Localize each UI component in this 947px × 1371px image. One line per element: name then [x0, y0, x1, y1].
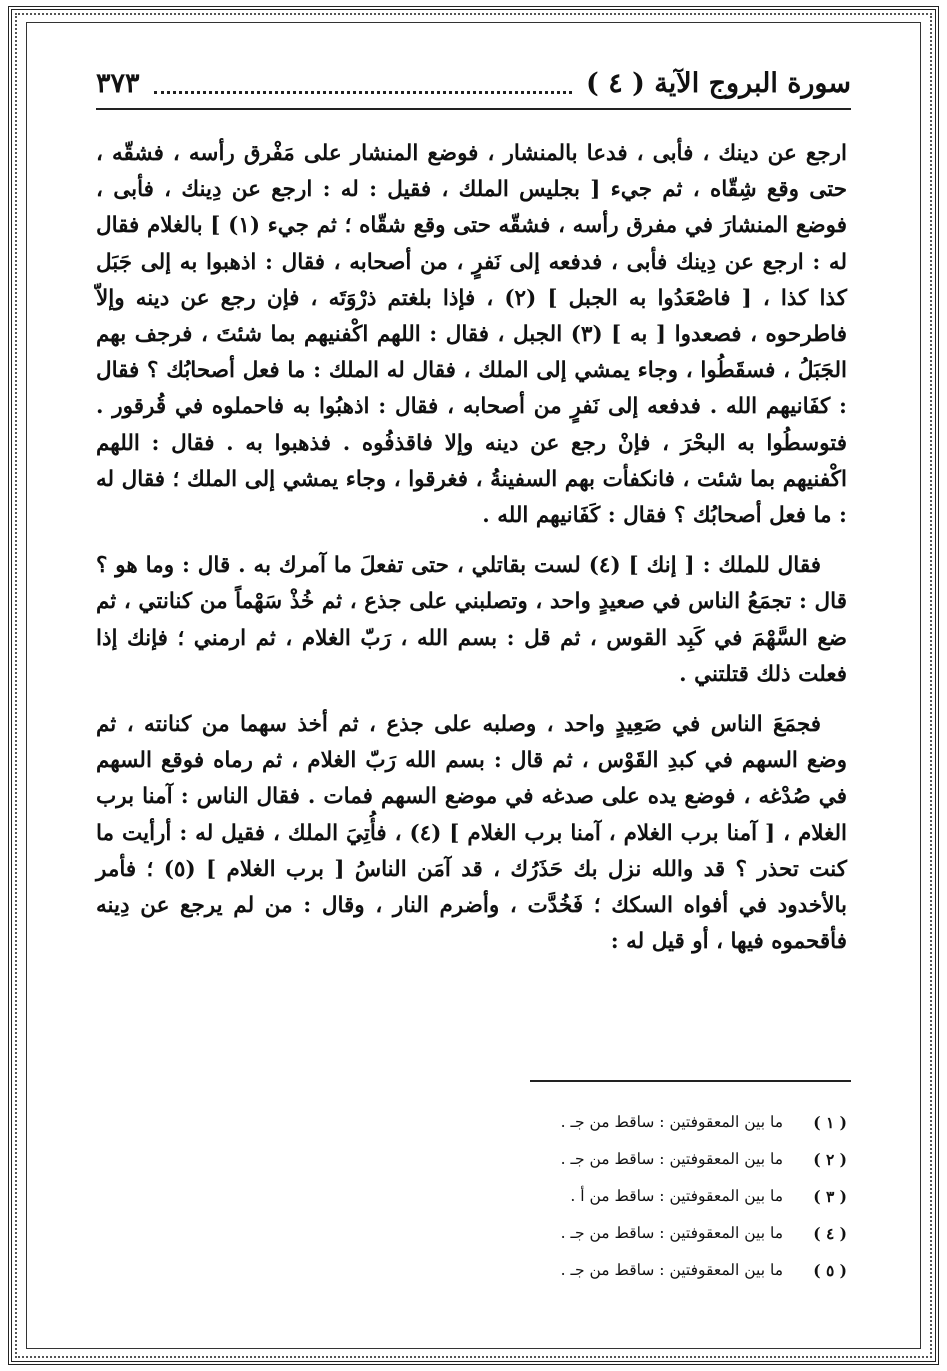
paragraph-1: ارجع عن دينك ، فأبى ، فدعا بالمنشار ، فوضع المنشار على مَفْرق رأسه ، فشقّه ، حتى وقع شِقّاه ، ثم جيء [ بجليس الملك ، فقيل : له : ارجع عن دِينك ، فأبى ، فوضع المنشارَ في مفرق رأسه ، فشقّه حتى وقع شقّاه ؛ ثم جيء (١) ] بالغلام فقال له : ارجع عن دِينك فأبى ، فدفعه إلى نَفرٍ ، من أصحابه ، فقال : اذهبوا به إلى جَبَل كذا كذا ، [ فاصْعَدُوا به الجبل ] (٢) ، فإذا بلغتم ذرْوَتَه ، فإن رجع عن دينه وإلاّ فاطرحوه ، فصعدوا [ به ] (٣) الجبل ، فقال : اللهم اكْفنيهم بما شئتَ ، فرجف بهم الجَبَلُ ، فسقَطُوا ، وجاء يمشي إلى الملك ، فقال له الملك : ما فعل أصحابُك ؟ فقال : كفَانيهم الله . فدفعه إلى نَفرٍ من أصحابه ، فقال : اذهبُوا به فاحملوه في قُرقور . فتوسطُوا به البحْرَ ، فإنْ رجع عن دينه وإلا فاقذفُوه . فذهبوا به . فقال : اللهم اكْفنيهم بما شئت ، فانكفأت بهم السفينةُ ، فغرقوا ، وجاء يمشي إلى الملك ؛ فقال له : ما فعل أصحابُك ؟ فقال : كَفَانيهم الله .	[96, 141, 848, 529]
footnote-item	[96, 1215, 847, 1252]
footnote-number: ( ٣ )	[813, 1187, 847, 1206]
footnotes	[96, 1104, 847, 1289]
header-rule	[96, 108, 851, 110]
footnote-separator	[530, 1080, 851, 1082]
footnote-number: ( ٥ )	[813, 1261, 847, 1280]
footnote-text: ما بين المعقوفتين : ساقط من أ .	[570, 1187, 783, 1205]
footnote-item	[96, 1252, 847, 1289]
footnote-text: ما بين المعقوفتين : ساقط من جـ .	[560, 1261, 783, 1279]
footnote-item	[96, 1178, 847, 1215]
main-text	[96, 136, 847, 974]
footnote-number: ( ٢ )	[813, 1150, 847, 1169]
footnote-number: ( ٤ )	[813, 1224, 847, 1243]
footnote-item	[96, 1141, 847, 1178]
footnote-number: ( ١ )	[813, 1113, 847, 1132]
running-header	[96, 62, 851, 104]
paragraph-3: فجمَعَ الناس في صَعِيدٍ واحد ، وصلبه على جذع ، ثم أخذ سهما من كنانته ، ثم وضع السهم في كبدِ القَوْس ، ثم قال : بسم الله رَبّ الغلام ، ثم رماه فوقع السهم في صُدْغه ، فوضع يده على صدغه في موضع السهم فمات . فقال الناس : آمنا برب الغلام ، [ آمنا برب الغلام ، آمنا برب الغلام ] (٤) ، فأُتِيَ الملك ، فقيل له : أرأيت ما كنت تحذر ؟ قد والله نزل بك حَذَرُك ، قد آمَن الناسُ [ برب الغلام ] (٥) ؛ فأمر بالأخدود في أفواه السكك ؛ فَخُدَّت ، وأضرم النار ، وقال : من لم يرجع عن دِينه فأقحموه فيها ، أو قيل له :	[96, 712, 848, 955]
footnote-item	[96, 1104, 847, 1141]
header-leader-dots	[154, 73, 573, 94]
footnote-text: ما بين المعقوفتين : ساقط من جـ .	[560, 1150, 783, 1168]
paragraph-2: فقال للملك : [ إنك ] (٤) لست بقاتلي ، حتى تفعلَ ما آمرك به . قال : وما هو ؟ قال : تجمَعُ الناس في صعيدٍ واحد ، وتصلبني على جذع ، ثم خُذْ سَهْماً من كنانتي ، ثم ضع السَّهْمَ في كَبِد القوس ، ثم قل : بسم الله ، رَبّ الغلام ، ثم ارمني ؛ فإنك إذا فعلت ذلك قتلتني .	[96, 553, 847, 687]
footnote-text: ما بين المعقوفتين : ساقط من جـ .	[560, 1224, 783, 1242]
page-number: ٣٧٣	[96, 67, 140, 99]
footnote-text: ما بين المعقوفتين : ساقط من جـ .	[560, 1113, 783, 1131]
header-title: سورة البروج الآية ( ٤ )	[586, 67, 851, 99]
